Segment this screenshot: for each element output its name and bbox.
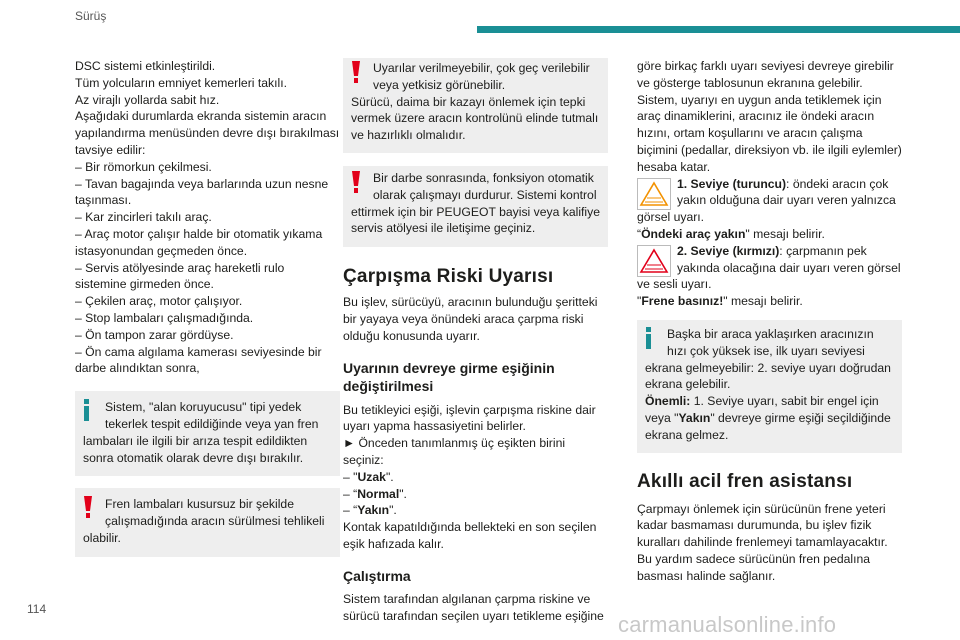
- body-line: – Araç motor çalışır halde bir otomatik yıkama: [75, 226, 323, 241]
- warning-line: vermek üzere aracın kontrolünü elinde tutmalı: [351, 111, 599, 126]
- threshold-options: [343, 469, 608, 519]
- body-line: – Ön tampon zarar gördüyse.: [75, 327, 234, 342]
- warning-line: çalışmadığında aracın sürülmesi tehlikeli: [105, 514, 325, 529]
- body-line: – Servis atölyesinde araç hareketli rulo: [75, 260, 285, 275]
- level-2-text: : çarpmanın pek: [779, 243, 867, 258]
- operation-text: [343, 591, 608, 625]
- threshold-option: [343, 486, 608, 503]
- threshold-option: [343, 502, 608, 519]
- level-2-message-suffix: " mesajı belirir.: [723, 294, 803, 309]
- body-line: Bu tetikleyici eşiği, işlevin çarpışma riskine dair: [343, 402, 596, 417]
- body-line: Bu işlev, sürücüyü, aracının bulunduğu şeritteki: [343, 295, 598, 310]
- body-line: DSC sistemi etkinleştirildi.: [75, 59, 216, 73]
- info-line: ekrana gelebilir.: [645, 377, 731, 392]
- body-line: Bu yardım sadece sürücünün fren pedalına: [637, 551, 871, 566]
- option-prefix: – ": [343, 469, 358, 484]
- option-suffix: ".: [385, 469, 394, 484]
- warning-line: Uyarılar verilmeyebilir, çok geç verilebilir: [373, 61, 590, 75]
- body-line: eşik hafızada kalır.: [343, 536, 444, 551]
- body-line: seçiniz:: [343, 452, 384, 467]
- orange-warning-triangle-icon: [637, 178, 671, 210]
- red-warning-triangle-icon: [637, 245, 671, 277]
- body-line: olduğu konusunda uyarır.: [343, 328, 480, 343]
- body-line: – Ön cama algılama kamerası seviyesinde bir: [75, 344, 322, 359]
- body-line: tavsiye edilir:: [75, 142, 146, 157]
- warning-line: veya yetkisiz görünebilir.: [373, 77, 506, 92]
- info-line: sonra otomatik olarak devre dışı bırakılır.: [83, 450, 304, 465]
- body-line: sürücü tarafından seçilen uyarı tetikleme eşiğine: [343, 609, 604, 624]
- body-line: göre birkaç farklı uyarı seviyesi devreye girebilir: [637, 59, 894, 73]
- col1-body-text: [75, 58, 340, 377]
- body-line: Kontak kapatıldığında bellekteki en son seçilen: [343, 520, 597, 535]
- important-line2-post: " devreye girme eşiği seçildiğinde: [710, 410, 891, 425]
- subheading-line: değiştirilmesi: [343, 378, 434, 395]
- warning-exclamation-icon: [352, 61, 360, 83]
- subheading-threshold: [343, 359, 608, 396]
- body-line: Sistem, uyarıyı en uygun anda tetiklemek için: [637, 92, 882, 107]
- body-line: ve gösterge tablosunun ekranına gelebilir.: [637, 75, 863, 90]
- warning-box-brake-lights: [75, 488, 340, 556]
- watermark: carmanualsonline.info: [618, 612, 837, 637]
- warning-exclamation-icon: [352, 171, 360, 193]
- body-line: uyarı yapma hassasiyetini belirler.: [343, 419, 526, 434]
- body-line: Çarpmayı önlemek için sürücünün frene yeteri: [637, 501, 886, 516]
- level-1-title: 1. Seviye (turuncu): [677, 176, 787, 191]
- body-line: basması halinde sağlanır.: [637, 568, 776, 583]
- info-icon: [646, 327, 652, 349]
- option-suffix: ".: [399, 486, 407, 501]
- level-1-message-suffix: " mesajı belirir.: [745, 226, 825, 241]
- important-label: Önemli:: [645, 394, 691, 409]
- body-line: kadar basmaması durumunda, bu işlev fizik: [637, 518, 872, 533]
- quote: ": [637, 294, 642, 309]
- body-line: ► Önceden tanımlanmış üç eşikten birini: [343, 436, 566, 451]
- body-line: Aşağıdaki durumlarda ekranda sistemin aracın: [75, 109, 327, 124]
- important-near-value: Yakın: [678, 410, 711, 425]
- column-3: [637, 58, 902, 585]
- info-box-spare-wheel: [75, 391, 340, 476]
- level-1-message: Öndeki araç yakın: [641, 226, 746, 241]
- body-line: hesaba katar.: [637, 159, 711, 174]
- body-line: kuralları dahilinde frenlemeyi tamamlayacaktır.: [637, 535, 888, 550]
- body-line: – Bir römorkun çekilmesi.: [75, 159, 212, 174]
- important-text: 1. Seviye uyarı, sabit bir engel için: [690, 394, 879, 409]
- section-title: Sürüş: [75, 9, 107, 23]
- option-value: Uzak: [357, 469, 386, 484]
- level-2-warning: [637, 243, 902, 310]
- warning-line: Bir darbe sonrasında, fonksiyon otomatik: [373, 170, 594, 185]
- level-1-warning: [637, 176, 902, 243]
- level-2-line3: ve sesli uyarı.: [637, 277, 712, 292]
- level-1-text: : öndeki aracın çok: [786, 176, 889, 191]
- warning-line: Sürücü, daima bir kazayı önlemek için tepki: [351, 94, 586, 109]
- quote: “: [637, 226, 642, 241]
- option-suffix: ".: [389, 503, 397, 518]
- heading-emergency-brake: Akıllı acil fren asistansı: [637, 470, 853, 492]
- body-line: darbe alındıktan sonra,: [75, 361, 200, 376]
- body-line: araç dinamiklerini, aracınız ile öndeki aracın: [637, 109, 875, 124]
- body-line: – Kar zincirleri takılı araç.: [75, 210, 212, 225]
- warning-line: Fren lambaları kusursuz bir şekilde: [105, 497, 294, 512]
- subheading-line: Uyarının devreye girme eşiğinin: [343, 359, 555, 376]
- info-line: Sistem, "alan koruyucusu" tipi yedek: [105, 400, 302, 415]
- body-line: Az virajlı yollarda sabit hız.: [75, 92, 220, 107]
- info-line: Başka bir araca yaklaşırken aracınızın: [667, 326, 874, 341]
- body-line: hızını, ortam koşullarını ve aracın çalışma: [637, 126, 863, 141]
- level-1-line2: yakın olduğuna dair uyarı veren yalnızca: [677, 193, 896, 208]
- body-line: istasyonundan geçmeden önce.: [75, 243, 248, 258]
- important-line3: ekrana gelmez.: [645, 427, 729, 442]
- level-2-message: Frene basınız!: [641, 294, 724, 309]
- body-line: – Tavan bagajında veya barlarında uzun nesne: [75, 176, 329, 191]
- threshold-memory-text: [343, 519, 608, 553]
- page-number: 114: [27, 602, 47, 616]
- body-line: – Stop lambaları çalışmadığında.: [75, 310, 254, 325]
- info-line: lambaları ile ilgili bir arıza tespit edildikten: [83, 433, 308, 448]
- col3-body-text: [637, 58, 902, 176]
- body-line: taşınması.: [75, 193, 132, 208]
- threshold-option: [343, 469, 608, 486]
- option-prefix: – “: [343, 503, 358, 518]
- level-1-line3: görsel uyarı.: [637, 210, 705, 225]
- header-accent-bar: [477, 26, 960, 33]
- emergency-brake-text: [637, 501, 902, 585]
- threshold-text: [343, 402, 608, 469]
- body-line: yapılandırma menüsünden devre dışı bırakılması: [75, 126, 340, 141]
- level-2-title: 2. Seviye (kırmızı): [677, 243, 780, 258]
- option-prefix: – “: [343, 486, 358, 501]
- body-line: bir yayaya veya önündeki araca çarpma riski: [343, 311, 584, 326]
- info-icon: [84, 399, 90, 421]
- important-line2-pre: veya ": [645, 410, 679, 425]
- body-line: Tüm yolcuların emniyet kemerleri takılı.: [75, 75, 287, 90]
- option-value: Yakın: [357, 503, 390, 518]
- column-1: [75, 58, 340, 557]
- intro-text: [343, 294, 608, 344]
- column-2: [343, 58, 608, 625]
- heading-collision-warning: Çarpışma Riski Uyarısı: [343, 266, 554, 288]
- subheading-operation: Çalıştırma: [343, 567, 411, 584]
- warning-line: ve hazırlıklı olmalıdır.: [351, 128, 466, 143]
- body-line: – Çekilen araç, motor çalışıyor.: [75, 294, 243, 309]
- info-line: tekerlek tespit edildiğinde veya yan fren: [105, 416, 319, 431]
- info-line: hızı çok yüksek ise, ilk uyarı seviyesi: [667, 343, 865, 358]
- option-value: Normal: [357, 486, 400, 501]
- warning-box-alerts: [343, 58, 608, 153]
- warning-box-impact: [343, 166, 608, 247]
- warning-line: olabilir.: [83, 530, 121, 545]
- level-2-line2: yakında olacağına dair uyarı veren görsel: [677, 260, 901, 275]
- body-line: sistemine girmeden önce.: [75, 277, 214, 292]
- warning-line: ettirmek için bir PEUGEOT bayisi veya kalifiye: [351, 204, 601, 219]
- info-box-speed: [637, 320, 902, 453]
- warning-line: olarak çalışmayı durdurur. Sistemi kontrol: [373, 187, 597, 202]
- warning-exclamation-icon: [84, 496, 92, 518]
- body-line: Sistem tarafından algılanan çarpma riskine ve: [343, 592, 591, 607]
- body-line: biçimini (pedallar, direksiyon vb. ile ilgili eylemler): [637, 142, 902, 157]
- warning-line: servis atölyesi ile iletişime geçiniz.: [351, 221, 536, 236]
- info-line: ekrana gelmeyebilir: 2. seviye uyarı doğrudan: [645, 360, 891, 375]
